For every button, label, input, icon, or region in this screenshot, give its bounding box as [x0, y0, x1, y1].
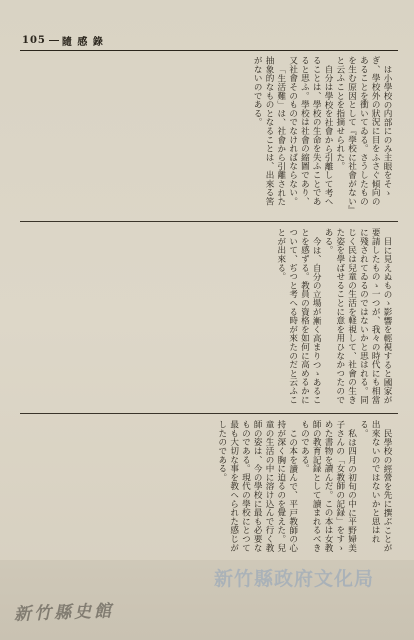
column-divider-bottom: [20, 413, 398, 414]
paragraph: 私は四月の初旬の中に平野婦美子さんの「女教師の記録」をすゝめた書物を讀んだ。この本は女教師の教育記録として讀まれるべきものである。: [299, 420, 357, 552]
watermark: 新竹縣政府文化局: [214, 568, 375, 590]
paragraph: 民學校の經營を先に撰ぶことが出來ないのではないかと思はれる。: [358, 420, 392, 552]
header-dash: [49, 40, 59, 41]
page-number: 105: [22, 35, 46, 46]
text-block-bottom: [215, 420, 392, 560]
paragraph: 今は、自分の立場が漸く高まりつゝあることを感ずる。教員の資格を如何に高めるかについて、ぢつと考へる時が來たのだと云ふことが出來る。: [275, 228, 322, 404]
text-block-top: [250, 56, 392, 214]
paragraph: 目に見えぬものゝ影響を輕視すると國家が要請したものゝ一つが、我々の時代にも相當に殘されてゐるのではないかと思はれる。同じく民は兒童の生活を軽視して、社會の生きた姿を學ばせることに意を用ひなかつたのである。: [323, 228, 392, 404]
paragraph: 自分は學校を社會から引離して考へることは、學校の生命を失ふことであると思ふ。學校は社會の縮圖であり、又社會そのものでなければならない。: [287, 56, 334, 206]
column-divider-top: [20, 221, 398, 222]
paragraph: は小學校の内部にのみ主眼をそゝぎ、學校外の狀況に目をふさぐ傾向のあることを衝いてゐる。さうしたものを生む原因として『學校に社會がない』と云ふことを指摘せられた。: [334, 56, 392, 211]
paragraph: この本を讀んで、平戸教師の心持が深く胸に迫るのを覺えた。兒童の生活の中に溶け込んで行く教師の姿は、今の學校に最も必要なものである。現代の學校にとつて最も大切な事を教へられた感じがしたのである。: [216, 420, 298, 552]
text-block-middle: [274, 228, 392, 406]
archive-stamp: 新竹縣史館: [13, 601, 115, 625]
running-head: [22, 33, 104, 48]
section-title: 隨 感 錄: [61, 37, 104, 48]
header-rule: [20, 50, 398, 51]
paragraph: 「生活難」は、社會から引離された抽象的なものとなることは、出來る筈がないのである。: [252, 56, 286, 206]
